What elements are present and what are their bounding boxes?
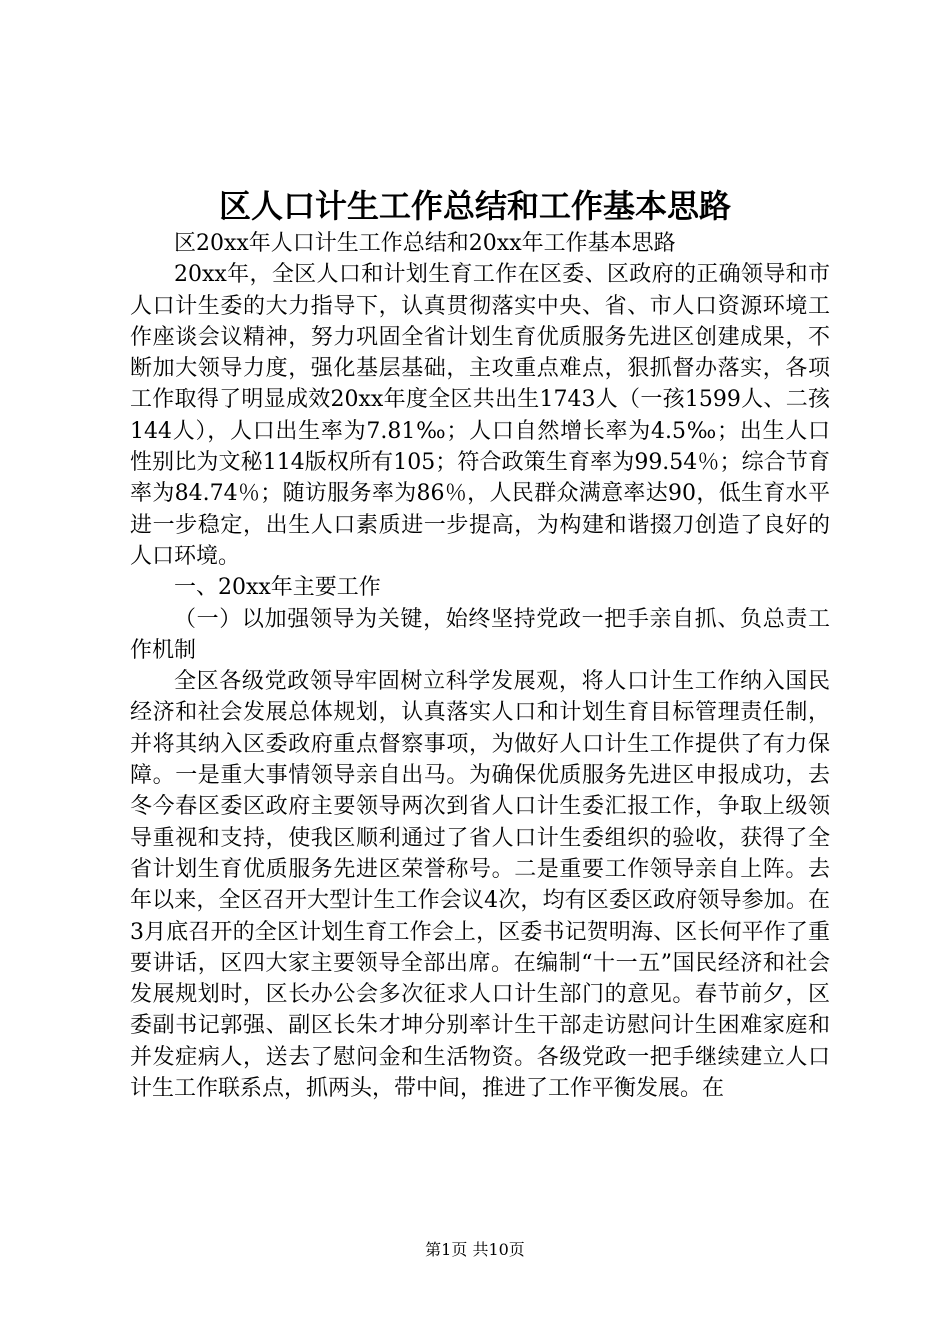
subsection-heading: （一）以加强领导为关键，始终坚持党政一把手亲自抓、负总责工作机制 — [130, 606, 830, 663]
section-heading: 一、20xx年主要工作 — [174, 575, 381, 601]
paragraph-subtitle: 区20xx年人口计生工作总结和20xx年工作基本思路 — [174, 231, 676, 256]
paragraph-leadership: 全区各级党政领导牢固树立科学发展观，将人口计生工作纳入国民经济和社会发展总体规划，认真落实人口和计划生育目标管理责任制，并将其纳入区委政府重点督察事项，为做好人口计生工作提供了有力保障。一是重大事情领导亲自出马。为确保优质服务先进区申报成功，去冬今春区委区政府主要领导两次到省人口计生委汇报工作，争取上级领导重视和支持，使我区顺利通过了省人口计生委组织的验收，获得了全省计划生育优质服务先进区荣誉称号。二是重要工作领导亲自上阵。去年以来，全区召开大型计生工作会议4次，均有区委区政府领导参加。在3月底召开的全区计划生育工作会上，区委书记贺明海、区长何平作了重要讲话，区四大家主要领导全部出席。在编制“十一五”国民经济和社会发展规划时，区长办公会多次征求人口计生部门的意见。春节前夕，区委副书记郭强、副区长朱才坤分别率计生干部走访慰问计生困难家庭和并发症病人，送去了慰问金和生活物资。各级党政一把手继续建立人口计生工作联系点，抓两头，带中间，推进了工作平衡发展。在 — [130, 669, 830, 1102]
page-number: 第1页 共10页 — [425, 1240, 525, 1259]
paragraph-summary: 20xx年，全区人口和计划生育工作在区委、区政府的正确领导和市人口计生委的大力指导下，认真贯彻落实中央、省、市人口资源环境工作座谈会议精神，努力巩固全省计划生育优质服务先进区创建成果，不断加大领导力度，强化基层基础，主攻重点难点，狠抓督办落实，各项工作取得了明显成效20xx年度全区共出生1743人（一孩1599人、二孩144人），人口出生率为7.81‰；人口自然增长率为4.5‰；出生人口性别比为文秘114版权所有105；符合政策生育率为99.54％；综合节育率为84.74％；随访服务率为86％，人民群众满意率达90，低生育水平进一步稳定，出生人口素质进一步提高，为构建和谐掇刀创造了良好的人口环境。 — [130, 262, 830, 569]
document-body — [130, 228, 830, 1104]
document-title: 区人口计生工作总结和工作基本思路 — [218, 187, 731, 225]
